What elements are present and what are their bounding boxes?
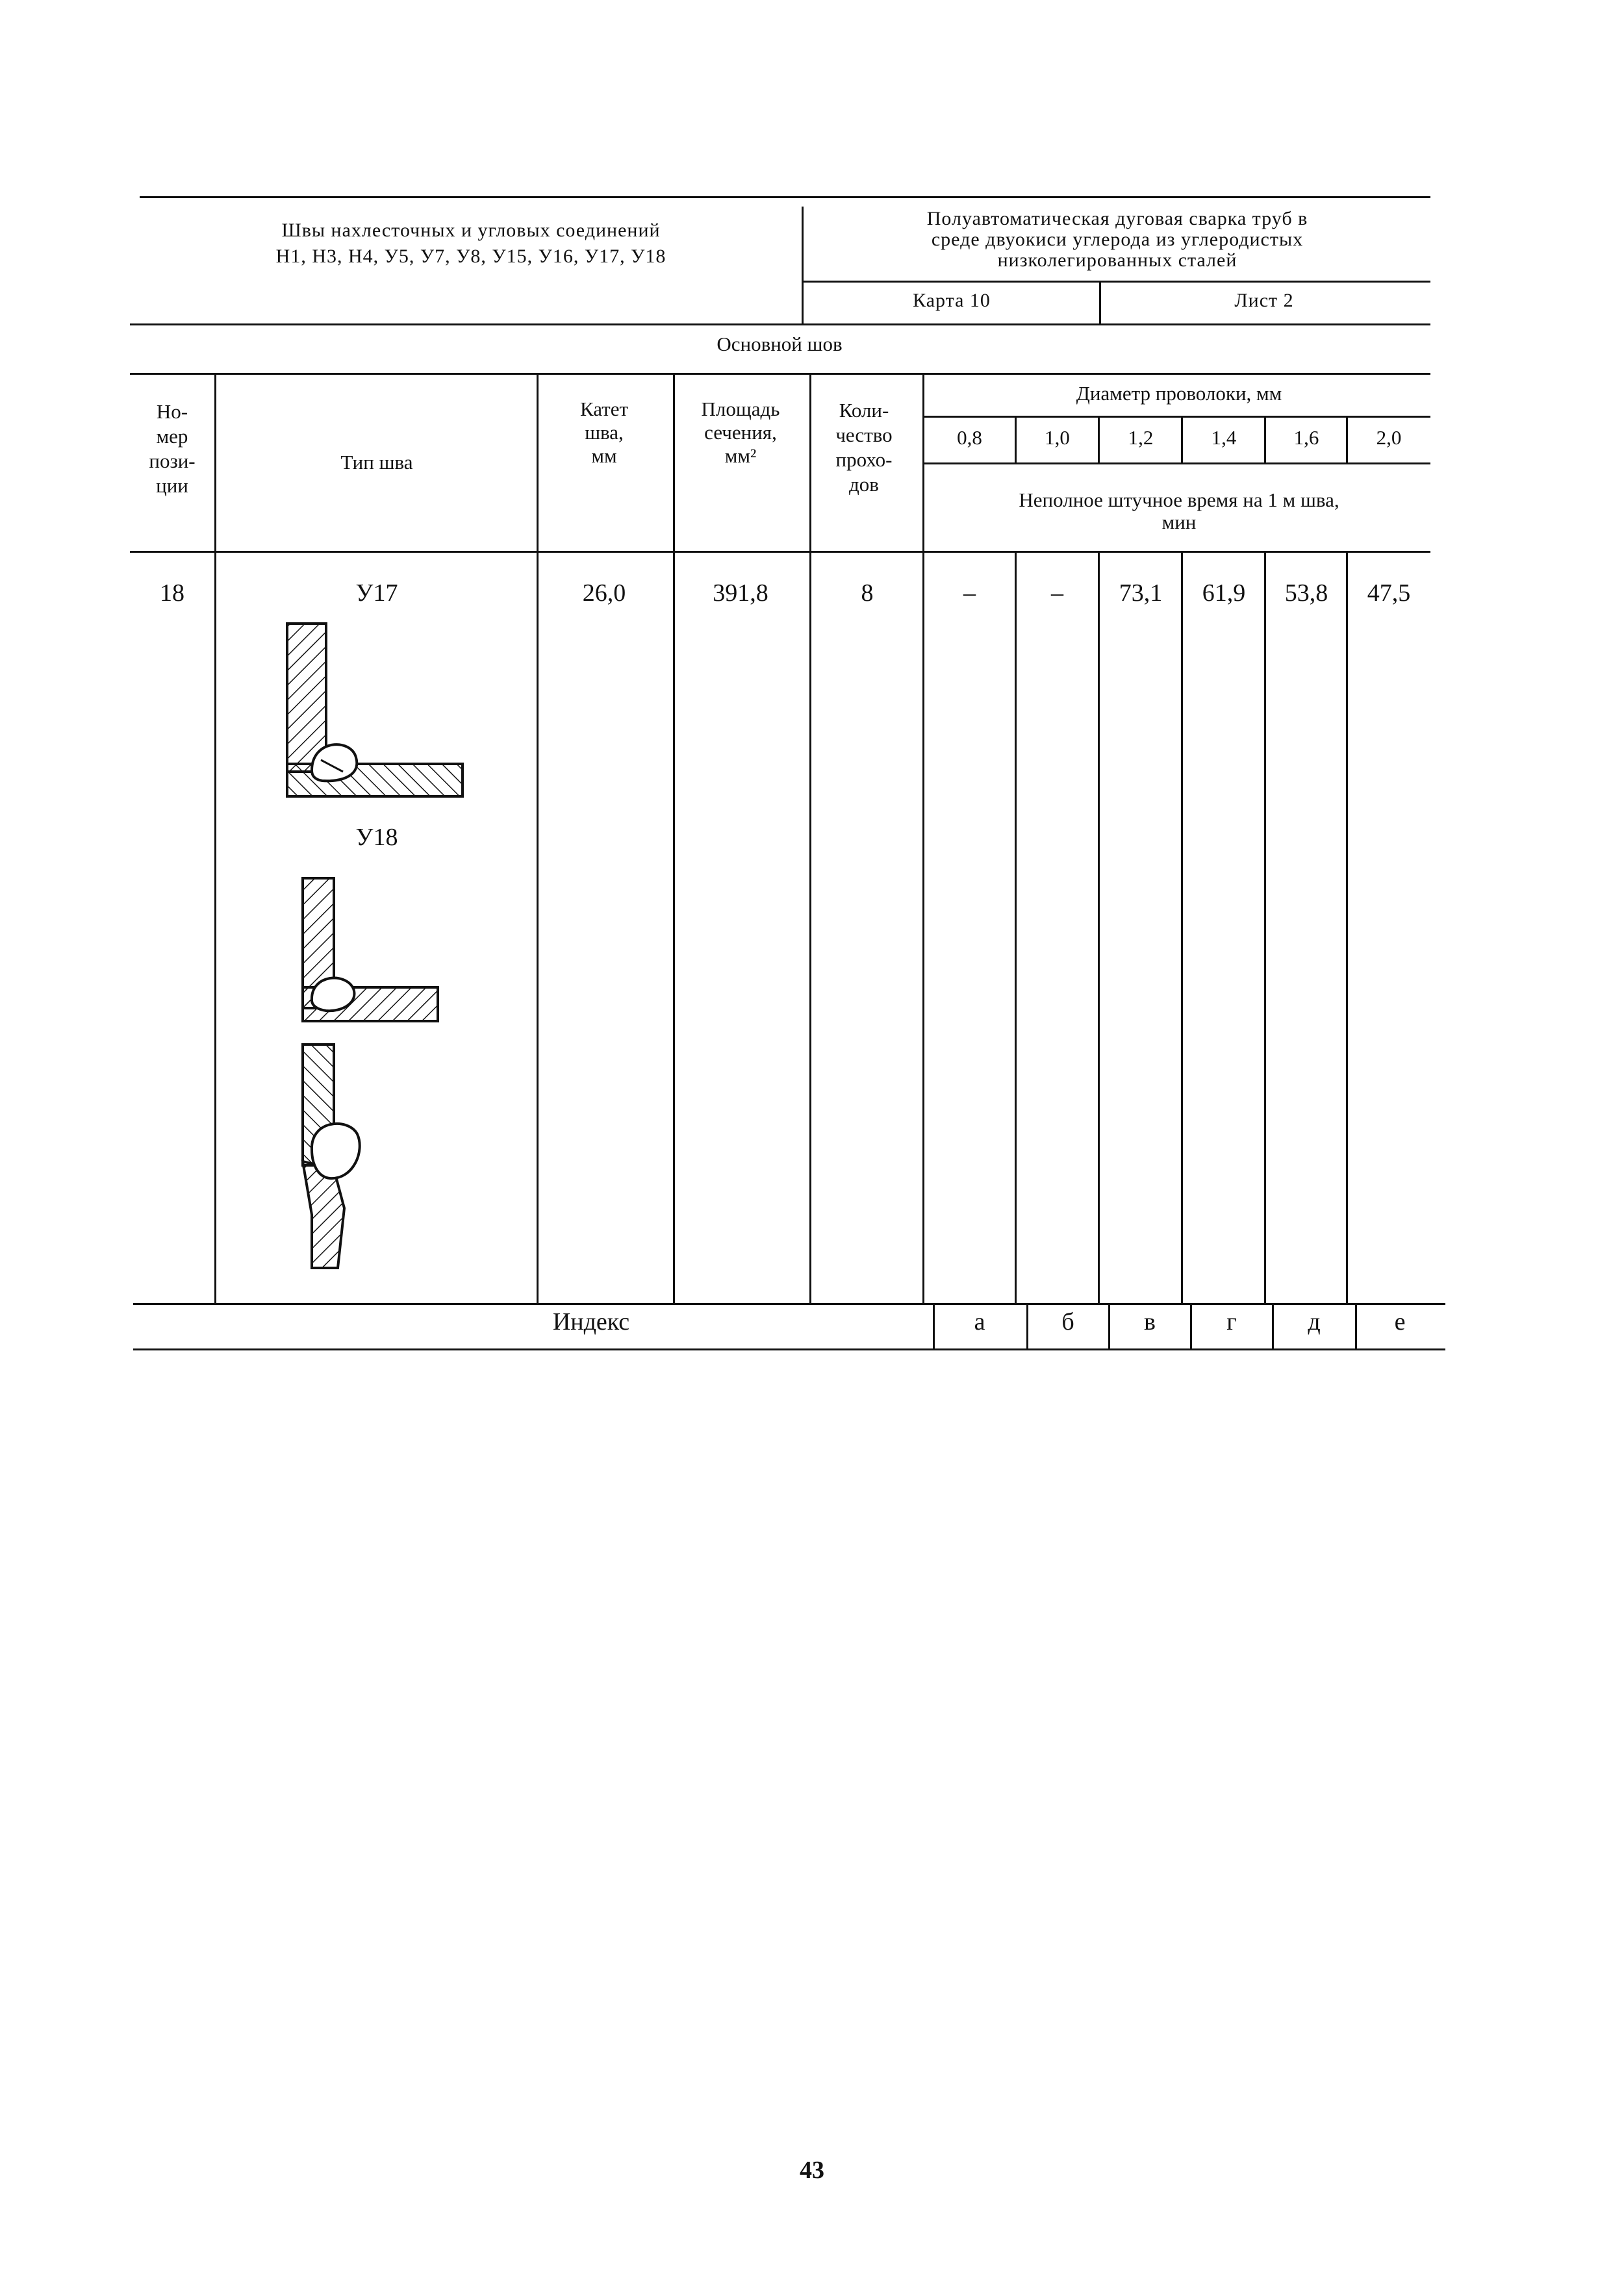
- col-passes-l3: прохо-: [835, 448, 893, 471]
- col-passes-l1: Коли-: [839, 399, 889, 422]
- u18b-weld-bead: [312, 1124, 360, 1178]
- index-rule-0: [933, 1303, 935, 1350]
- seam-label-u17: У17: [355, 579, 398, 607]
- col-position-l3: пози-: [149, 449, 196, 472]
- index-rule-2: [1108, 1303, 1110, 1350]
- index-d: д: [1308, 1308, 1321, 1335]
- header-bottom-rule: [130, 323, 1430, 325]
- rule-after-passes: [922, 373, 924, 1303]
- col-area-l1: Площадь: [701, 398, 780, 420]
- section-title-rule: [130, 373, 1430, 375]
- diameter-1-0: 1,0: [1045, 426, 1070, 449]
- diameter-1-2: 1,2: [1128, 426, 1154, 449]
- section-title: Основной шов: [717, 333, 843, 355]
- index-rule-1: [1026, 1303, 1028, 1350]
- rule-t3: [1181, 551, 1183, 1303]
- col-time-l2: мин: [1161, 511, 1197, 533]
- rule-d5: [1346, 416, 1348, 462]
- rule-after-area: [809, 373, 811, 1303]
- diameter-2-0: 2,0: [1376, 426, 1402, 449]
- process-title-line-1: Полуавтоматическая дуговая сварка труб в: [926, 208, 1308, 229]
- time-1-2: 73,1: [1119, 579, 1163, 607]
- rule-d2: [1098, 416, 1100, 462]
- rule-d4: [1264, 416, 1266, 462]
- page-number: 43: [800, 2157, 824, 2184]
- col-leg-l1: Катет: [579, 398, 629, 420]
- document-title-line-1: Швы нахлесточных и угловых соединений: [281, 220, 661, 241]
- header-divider: [802, 207, 804, 323]
- diameter-values-rule: [924, 462, 1430, 464]
- weld-u18-diagram-1: [303, 878, 438, 1021]
- row-passes: 8: [861, 579, 874, 607]
- index-a: а: [974, 1308, 985, 1335]
- rule-t5: [1346, 551, 1348, 1303]
- row-position: 18: [160, 579, 184, 607]
- col-seam-type: Тип шва: [340, 451, 413, 474]
- diameter-1-6: 1,6: [1293, 426, 1319, 449]
- weld-u18-diagram-2: [303, 1044, 360, 1268]
- col-wire-diameter: Диаметр проволоки, мм: [1076, 382, 1282, 405]
- col-position-l2: мер: [156, 425, 188, 448]
- index-rule-3: [1190, 1303, 1192, 1350]
- diameter-0-8: 0,8: [957, 426, 982, 449]
- rule-t2: [1098, 551, 1100, 1303]
- u18a-weld-bead: [312, 978, 355, 1011]
- weld-u17-diagram: [287, 624, 463, 796]
- col-passes-l2: чество: [835, 424, 893, 446]
- card-top-rule: [802, 281, 1430, 283]
- sheet-number: Лист 2: [1234, 290, 1294, 311]
- header-top-rule: [140, 196, 1430, 198]
- column-header-bottom-rule: [130, 551, 1430, 553]
- col-position-l1: Но-: [156, 400, 188, 423]
- time-2-0: 47,5: [1367, 579, 1411, 607]
- col-passes-l4: дов: [849, 473, 879, 496]
- weld-diagrams: [214, 611, 539, 1286]
- col-leg-l3: мм: [591, 444, 617, 467]
- index-rule-5: [1355, 1303, 1357, 1350]
- rule-after-leg: [673, 373, 675, 1303]
- index-label: Индекс: [552, 1308, 630, 1335]
- time-1-4: 61,9: [1202, 579, 1246, 607]
- diameter-1-4: 1,4: [1211, 426, 1237, 449]
- rule-d1: [1015, 416, 1017, 462]
- index-bottom-rule: [133, 1348, 1445, 1350]
- time-1-6: 53,8: [1284, 579, 1328, 607]
- index-top-rule: [133, 1303, 1445, 1305]
- rule-t4: [1264, 551, 1266, 1303]
- col-position-l4: ции: [156, 474, 188, 497]
- index-b: б: [1061, 1308, 1074, 1335]
- col-area-l3: мм²: [724, 444, 757, 467]
- process-title-line-2: среде двуокиси углерода из углеродистых: [931, 229, 1304, 250]
- row-leg: 26,0: [582, 579, 626, 607]
- index-e: е: [1394, 1308, 1406, 1335]
- card-sheet-divider: [1099, 281, 1101, 323]
- seam-label-u18: У18: [355, 824, 398, 851]
- col-time-l1: Неполное штучное время на 1 м шва,: [1019, 488, 1339, 511]
- time-0-8: –: [963, 579, 976, 607]
- process-title-line-3: низколегированных сталей: [997, 249, 1237, 271]
- wire-diameter-rule: [924, 416, 1430, 418]
- col-area-l2: сечения,: [704, 421, 777, 444]
- card-number: Карта 10: [913, 290, 991, 311]
- col-leg-l2: шва,: [585, 421, 624, 444]
- index-v: в: [1144, 1308, 1156, 1335]
- rule-d3: [1181, 416, 1183, 462]
- index-rule-4: [1272, 1303, 1274, 1350]
- time-1-0: –: [1051, 579, 1063, 607]
- document-title-line-2: Н1, Н3, Н4, У5, У7, У8, У15, У16, У17, У18: [275, 246, 666, 267]
- index-g: г: [1226, 1308, 1237, 1335]
- row-area: 391,8: [713, 579, 768, 607]
- rule-t1: [1015, 551, 1017, 1303]
